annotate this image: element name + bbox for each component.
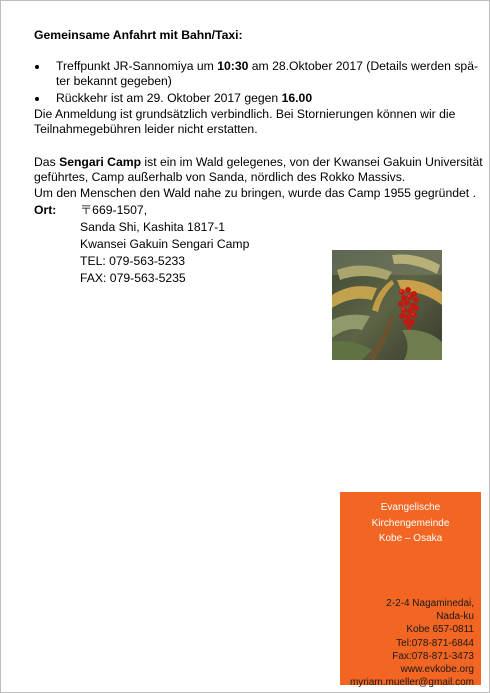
address-line: Nada-ku [436, 611, 474, 622]
org-name-line: Kirchengemeinde [371, 518, 450, 529]
bullet-treffpunkt: Treffpunkt JR-Sannomiya um 10:30 am 28.Oktober 2017 (Details werden spä- [56, 59, 479, 73]
ort-line: 〒669-1507, [80, 203, 148, 217]
camp-line1: Das Sengari Camp ist ein im Wald gelegenes, von der Kwansei Gakuin Universität [34, 155, 483, 169]
website-link[interactable]: www.evkobe.org [400, 664, 474, 675]
bullet-dot [35, 97, 39, 101]
org-name-line: Evangelische [380, 502, 441, 513]
address-line: 2-2-4 Nagaminedai, [386, 598, 474, 609]
org-name-line: Kobe – Osaka [378, 533, 443, 544]
camp-line2: geführtes, Camp außerhalb von Sanda, nördlich des Rokko Massivs. [34, 170, 406, 184]
bullet-treffpunkt-cont: ter bekannt gegeben) [56, 74, 172, 88]
anfahrt-heading: Gemeinsame Anfahrt mit Bahn/Taxi: [34, 28, 243, 42]
ort-line: FAX: 079-563-5235 [80, 271, 186, 285]
camp-line3: Um den Menschen den Wald nahe zu bringen, wurde das Camp 1955 gegründet . [34, 186, 476, 200]
forest-plant-photo [332, 250, 442, 360]
fax-line: Fax:078-871-3473 [392, 651, 474, 662]
bullet-rueckkehr: Rückkehr ist am 29. Oktober 2017 gegen 16.00 [56, 91, 313, 105]
phone-line: Tel:078-871-6844 [396, 638, 474, 649]
ort-line: Sanda Shi, Kashita 1817-1 [80, 220, 226, 234]
ort-label: Ort: [34, 203, 57, 217]
email-link[interactable]: myriam.mueller@gmail.com [349, 677, 474, 688]
anmeldung-line2: Teilnahmegebühren leider nicht erstatten. [34, 122, 258, 136]
ort-line: Kwansei Gakuin Sengari Camp [80, 237, 250, 251]
anmeldung-line1: Die Anmeldung ist grundsätzlich verbindlich. Bei Stornierungen können wir die [34, 107, 456, 121]
address-line: Kobe 657-0811 [406, 624, 474, 635]
bullet-dot [35, 65, 39, 69]
ort-line: TEL: 079-563-5233 [80, 254, 186, 268]
contact-box [340, 492, 481, 688]
